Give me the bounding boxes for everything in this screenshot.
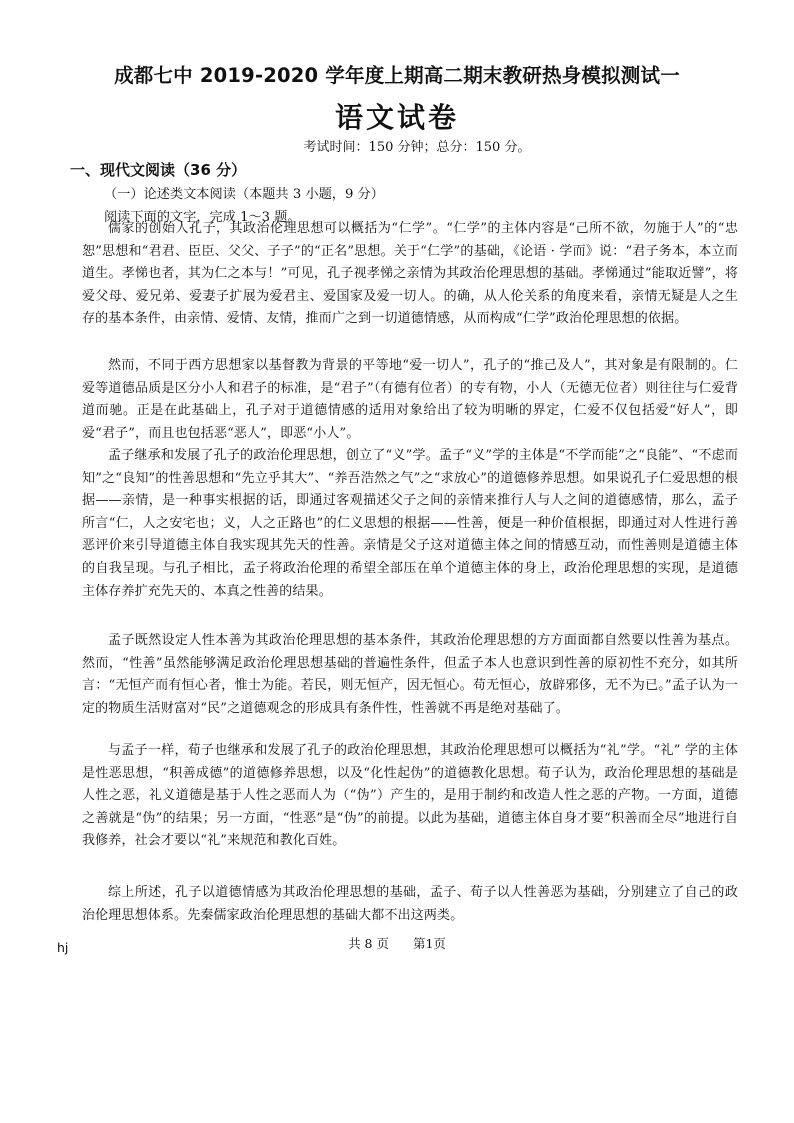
exam-title: 成都七中 2019-2020 学年度上期高二期末教研热身模拟测试一 (114, 64, 680, 87)
exam-subject: 语文试卷 (334, 101, 459, 134)
exam-info: 考试时间：150 分钟；总分：150 分。 (303, 140, 531, 155)
passage-paragraph-3: 孟子继承和发展了孔子的政治伦理思想，创立了“义”学。孟子“义”学的主体是“不学而能”之“良能”、“不虑而知”之“良知”的性善思想和“先立乎其大”、“养吾浩然之气”之“求放心”的道德修养思想。如果说孔子仁爱思想的根据——亲情，是一种事实根据的话，即通过客观描述父子之间的亲情来推行人与人之间的道德感情，那么，孟子所言“仁，人之安宅也；义，人之正路也”的仁义思想的根据——性善，便是一种价值根据，即通过对人性进行善恶评价来引导道德主体自我实现其先天的性善。亲情是父子这对道德主体之间的情感互动，而性善则是道德主体的自我呈现。与孔子相比，孟子将政治伦理的希望全部压在单个道德主体的身上，政治伦理思想的实现，是道德主体存养扩充先天的、本真之性善的结果。 (82, 448, 738, 599)
passage-paragraph-6: 综上所述，孔子以道德情感为其政治伦理思想的基础，孟子、荀子以人性善恶为基础，分别建立了自己的政治伦理思想体系。先秦儒家政治伦理思想的基础大都不出这两类。 (82, 885, 738, 923)
passage-paragraph-4: 孟子既然设定人性本善为其政治伦理思想的基本条件，其政治伦理思想的方方面面都自然要以性善为基点。然而，“性善”虽然能够满足政治伦理思想基础的普遍性条件，但孟子本人也意识到性善的原初性不充分，如其所言：“无恒产而有恒心者，惟士为能。若民，则无恒产，因无恒心。苟无恒心，放辟邪侈，无不为已。”孟子认为一定的物质生活财富对“民”之道德观念的形成具有条件性，性善就不再是绝对基础了。 (82, 633, 738, 716)
subsection-heading: （一）论述类文本阅读（本题共 3 小题，9 分） (104, 187, 384, 202)
page-footer (0, 934, 794, 952)
passage-paragraph-5: 与孟子一样，荀子也继承和发展了孔子的政治伦理思想，其政治伦理思想可以概括为“礼”学。“礼” 学的主体是性恶思想，“积善成德”的道德修养思想，以及“化性起伪”的道德教化思想。荀子认为，政治伦理思想的基础是人性之恶，礼义道德是基于人性之恶而人为（“伪”）产生的，是用于制约和改造人性之恶的产物。一方面，道德之善就是“伪”的结果；另一方面，“性恶”是“伪”的前提。以此为基础，道德主体自身才要“积善而全尽”地进行自我修养，社会才要以“礼”来规范和教化百姓。 (82, 743, 738, 849)
reading-instruction: 阅读下面的文字，完成 1～3 题。 (104, 210, 301, 225)
corner-mark: hj (57, 940, 69, 955)
passage-paragraph-1: 儒家的创始人孔子，其政治伦理思想可以概括为“仁学”。“仁学”的主体内容是“己所不欲，勿施于人”的“忠恕”思想和“君君、臣臣、父父、子子”的“正名”思想。关于“仁学”的基础，《论语 · 学而》说：“君子务本，本立而道生。孝悌也者，其为仁之本与！”可见，孔子视孝悌之亲情为其政治伦理思想的基础。孝悌通过“能取近譬”，将爱父母、爱兄弟、爱妻子扩展为爱君主、爱国家及爱一切人。的确，从人伦关系的角度来看，亲情无疑是人之生存的基本条件，由亲情、爱情、友情，推而广之到一切道德情感，从而构成“仁学”政治伦理思想的依据。 (82, 221, 738, 327)
total-pages: 共 8 页 (348, 936, 389, 951)
section-heading: 一、现代文阅读（36 分） (70, 161, 247, 179)
page-number: 第1页 (412, 936, 446, 951)
passage-paragraph-2: 然而，不同于西方思想家以基督教为背景的平等地“爱一切人”，孔子的“推己及人”，其对象是有限制的。仁爱等道德品质是区分小人和君子的标准，是“君子”（有德有位者）的专有物，小人（无德无位者）则往往与仁爱背道而驰。正是在此基础上，孔子对于道德情感的适用对象给出了较为明晰的界定，仁爱不仅包括爱“好人”，即爱“君子”，而且也包括恶“恶人”，即恶“小人”。 (82, 358, 738, 441)
